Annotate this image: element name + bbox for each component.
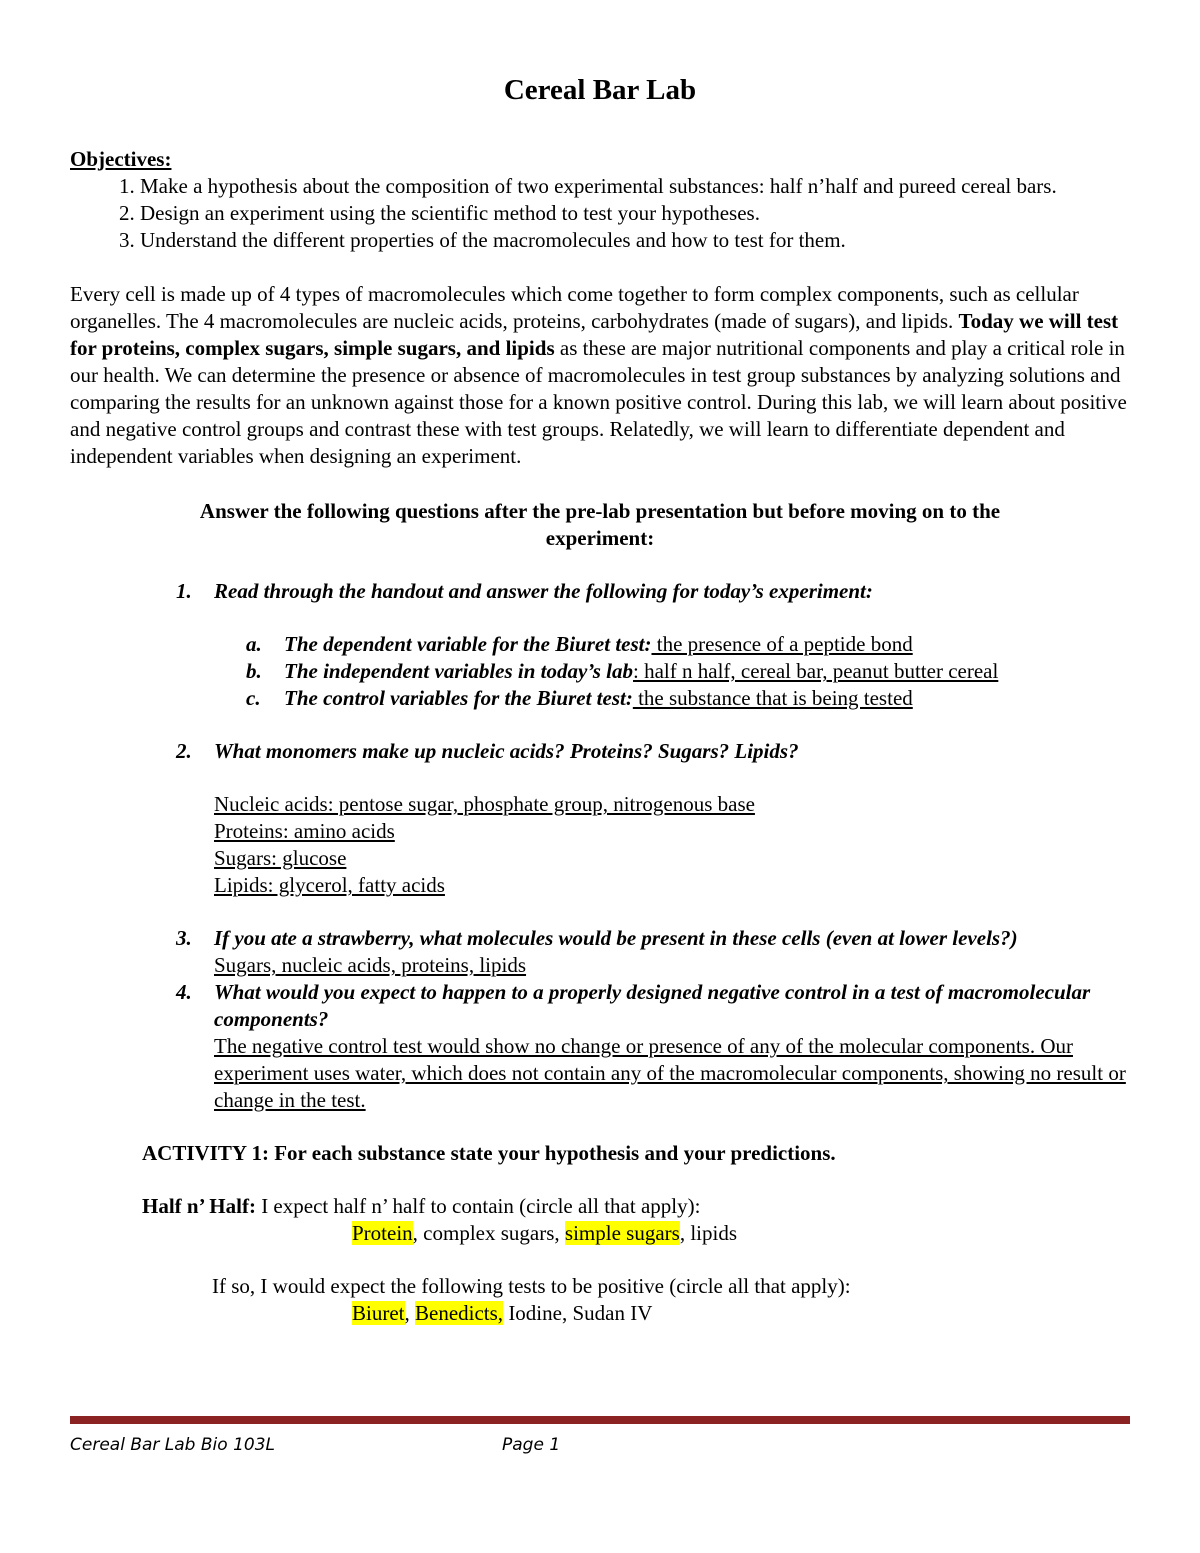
answer-line: Nucleic acids: pentose sugar, phosphate group, nitrogenous base xyxy=(214,792,755,816)
question-1 xyxy=(70,578,1130,605)
question-text: What monomers make up nucleic acids? Proteins? Sugars? Lipids? xyxy=(214,739,799,763)
objectives-list xyxy=(70,173,1130,254)
half-n-half-line xyxy=(70,1193,1130,1220)
intro-bold-text: Today we will test for proteins, complex sugars, simple sugars, and lipids xyxy=(70,309,1119,360)
answer-line: Sugars: glucose xyxy=(214,846,347,870)
half-n-half-options: Protein, complex sugars, simple sugars, lipids xyxy=(352,1221,737,1245)
document-page xyxy=(70,70,1130,1327)
half-n-half-expect: I expect half n’ half to contain (circle all that apply): xyxy=(255,1194,701,1218)
question-text: If you ate a strawberry, what molecules would be present in these cells (even at lower levels?) xyxy=(214,926,1018,950)
question-number: 4. xyxy=(176,980,192,1004)
half-n-half-label: Half n’ Half: xyxy=(142,1194,256,1218)
test-benedicts-highlighted: Benedicts, xyxy=(415,1301,504,1325)
answer-line: Sugars, nucleic acids, proteins, lipids xyxy=(214,953,527,977)
document-title: Cereal Bar Lab xyxy=(503,74,697,106)
subitem-answer: the substance that is being tested xyxy=(632,686,913,710)
question-number: 2. xyxy=(176,739,192,763)
subitem-answer: the presence of a peptide bond xyxy=(651,632,913,656)
question-2 xyxy=(70,738,1130,899)
footer-divider xyxy=(70,1416,1130,1424)
subitem-b: b. The independent variables in today’s lab: half n half, cereal bar, peanut butter cereal xyxy=(246,659,999,683)
question-3 xyxy=(70,925,1130,979)
question-number: 1. xyxy=(176,579,192,603)
subitem-prompt: The control variables for the Biuret test: xyxy=(284,686,633,710)
footer-course-label: Cereal Bar Lab Bio 103L xyxy=(70,1435,275,1455)
instructions-heading: Answer the following questions after the pre-lab presentation but before moving on to the experiment: xyxy=(199,499,1001,550)
question-text: Read through the handout and answer the following for today’s experiment: xyxy=(214,579,873,603)
tests-intro: If so, I would expect the following tests to be positive (circle all that apply): xyxy=(212,1274,851,1298)
activity-1-heading: ACTIVITY 1: For each substance state your hypothesis and your predictions. xyxy=(142,1141,836,1165)
question-2-answers xyxy=(214,791,1130,899)
option-protein-highlighted: Protein xyxy=(352,1221,413,1245)
answer-line: The negative control test would show no change or presence of any of the molecular components. Our experiment uses water, which does not contain any of the macromolecular components, showing no result or change in the test. xyxy=(214,1034,1126,1112)
objectives-heading: Objectives: xyxy=(70,147,172,171)
objective-item: 2. Design an experiment using the scientific method to test your hypotheses. xyxy=(140,200,1130,227)
intro-text-1: Every cell is made up of 4 types of macromolecules which come together to form complex components, such as cellular organelles. The 4 macromolecules are nucleic acids, proteins, carbohydrates (made of sugars), and lipids. xyxy=(70,282,1079,333)
tests-options: Biuret, Benedicts, Iodine, Sudan IV xyxy=(352,1301,653,1325)
answer-line: Proteins: amino acids xyxy=(214,819,395,843)
question-4 xyxy=(70,979,1130,1114)
question-1-subitems xyxy=(70,631,1130,712)
intro-paragraph xyxy=(70,281,1130,470)
objective-item: 1. Make a hypothesis about the composition of two experimental substances: half n’half and pureed cereal bars. xyxy=(140,173,1130,200)
subitem-a: a. The dependent variable for the Biuret test: the presence of a peptide bond xyxy=(246,632,913,656)
objective-item: 3. Understand the different properties of the macromolecules and how to test for them. xyxy=(140,227,1130,254)
test-biuret-highlighted: Biuret xyxy=(352,1301,405,1325)
footer-page-number: Page 1 xyxy=(502,1435,561,1455)
intro-text-2: as these are major nutritional components and play a critical role in our health. We can determine the presence or absence of macromolecules in test group substances by analyzing solutions and comparing the results for an unknown against those for a known positive control. During this lab, we will learn about positive and negative control groups and contrast these with test groups. Relatedly, we will learn to differentiate dependent and independent variables when designing an experiment. xyxy=(70,336,1127,468)
answer-line: Lipids: glycerol, fatty acids xyxy=(214,873,445,897)
option-simple-sugars-highlighted: simple sugars xyxy=(564,1221,680,1245)
question-text: What would you expect to happen to a properly designed negative control in a test of macromolecular components? xyxy=(214,980,1091,1031)
subitem-prompt: The dependent variable for the Biuret test: xyxy=(284,632,652,656)
question-number: 3. xyxy=(176,926,192,950)
subitem-c: c. The control variables for the Biuret test: the substance that is being tested xyxy=(246,686,913,710)
subitem-answer: : half n half, cereal bar, peanut butter cereal xyxy=(633,659,999,683)
subitem-prompt: The independent variables in today’s lab xyxy=(284,659,634,683)
